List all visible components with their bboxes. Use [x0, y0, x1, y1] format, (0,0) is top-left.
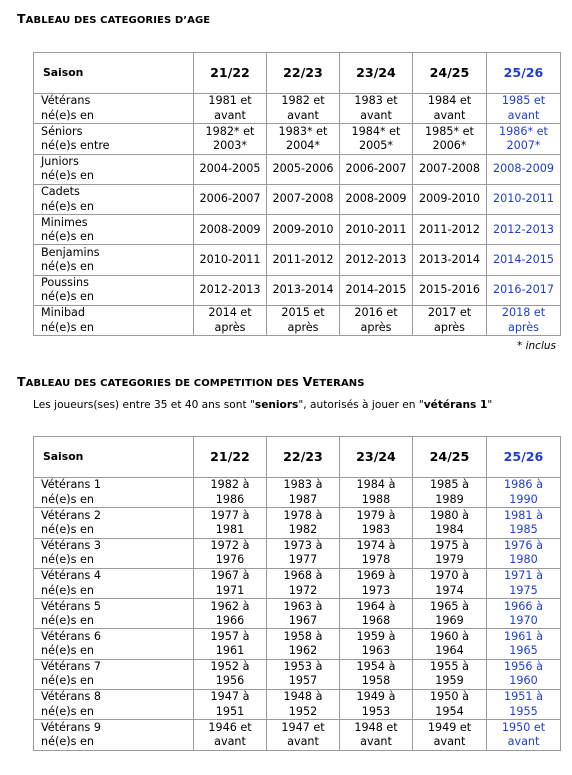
cell-season: 1953 à 1957: [267, 659, 340, 689]
cell-season: 1948 et avant: [340, 720, 413, 750]
cell-season: 2007-2008: [413, 154, 487, 184]
row-category-label: Vétérans 1 né(e)s en: [34, 478, 194, 508]
row-category-label: Juniors né(e)s en: [34, 154, 194, 184]
cell-season: 1983 et avant: [340, 94, 413, 124]
cell-season: 1969 à 1973: [340, 568, 413, 598]
cell-season: 2004-2005: [194, 154, 267, 184]
cell-current-season: 1966 à 1970: [487, 599, 561, 629]
cell-current-season: 1951 à 1955: [487, 690, 561, 720]
cell-season: 1984 et avant: [413, 94, 487, 124]
cell-season: 1982 et avant: [267, 94, 340, 124]
cell-season: 1964 à 1968: [340, 599, 413, 629]
row-category-label: Poussins né(e)s en: [34, 275, 194, 305]
intro-bold-seniors: seniors: [254, 399, 299, 411]
cell-current-season: 1950 et avant: [487, 720, 561, 750]
cell-season: 2006-2007: [340, 154, 413, 184]
header-saison: Saison: [34, 53, 194, 94]
row-category-label: Minibad né(e)s en: [34, 306, 194, 336]
cell-season: 1948 à 1952: [267, 690, 340, 720]
cell-season: 2005-2006: [267, 154, 340, 184]
cell-season: 1952 à 1956: [194, 659, 267, 689]
cell-current-season: 1976 à 1980: [487, 538, 561, 568]
row-category-label: Vétérans 6 né(e)s en: [34, 629, 194, 659]
age-title-initial: T: [17, 11, 26, 26]
cell-season: 1949 et avant: [413, 720, 487, 750]
cell-season: 2014 et après: [194, 306, 267, 336]
cell-season: 2009-2010: [413, 184, 487, 214]
cell-season: 2006-2007: [194, 184, 267, 214]
table-row: [34, 306, 561, 336]
veterans-table-header-row: [34, 437, 561, 478]
intro-bold-veterans: vétérans 1: [423, 399, 488, 411]
table-row: [34, 215, 561, 245]
table-row: [34, 154, 561, 184]
header-season: 24/25: [413, 53, 487, 94]
cell-season: 1981 et avant: [194, 94, 267, 124]
row-category-label: Vétérans 4 né(e)s en: [34, 568, 194, 598]
row-category-label: Minimes né(e)s en: [34, 215, 194, 245]
veterans-table-title: [17, 374, 365, 389]
cell-current-season: 1986 à 1990: [487, 478, 561, 508]
table-row: [34, 568, 561, 598]
row-category-label: Benjamins né(e)s en: [34, 245, 194, 275]
cell-season: 1950 à 1954: [413, 690, 487, 720]
cell-season: 1984* et 2005*: [340, 124, 413, 154]
veterans-title-rest-2: ETERANS: [312, 378, 365, 389]
header-season: 21/22: [194, 437, 267, 478]
cell-season: 1980 à 1984: [413, 508, 487, 538]
header-season: 23/24: [340, 437, 413, 478]
veterans-title-initial-2: V: [302, 374, 313, 389]
table-row: [34, 508, 561, 538]
row-category-label: Vétérans 5 né(e)s en: [34, 599, 194, 629]
cell-season: 2011-2012: [413, 215, 487, 245]
table-row: [34, 94, 561, 124]
cell-season: 1982 à 1986: [194, 478, 267, 508]
cell-current-season: 2014-2015: [487, 245, 561, 275]
cell-current-season: 2012-2013: [487, 215, 561, 245]
veterans-categories-table: [33, 436, 561, 751]
cell-season: 1983 à 1987: [267, 478, 340, 508]
cell-season: 1947 et avant: [267, 720, 340, 750]
age-table-header-row: [34, 53, 561, 94]
intro-text: ", autorisés à jouer en ": [298, 399, 424, 411]
cell-season: 1979 à 1983: [340, 508, 413, 538]
table-row: [34, 659, 561, 689]
row-category-label: Vétérans 2 né(e)s en: [34, 508, 194, 538]
age-title-rest: ABLEAU DES CATEGORIES D’AGE: [25, 15, 211, 26]
table-row: [34, 720, 561, 750]
table-row: [34, 629, 561, 659]
table-row: [34, 184, 561, 214]
cell-season: 1959 à 1963: [340, 629, 413, 659]
cell-current-season: 1986* et 2007*: [487, 124, 561, 154]
cell-season: 2016 et après: [340, 306, 413, 336]
table-row: [34, 690, 561, 720]
header-season: 23/24: [340, 53, 413, 94]
row-category-label: Vétérans 8 né(e)s en: [34, 690, 194, 720]
veterans-intro: [33, 399, 492, 411]
row-category-label: Vétérans 7 né(e)s en: [34, 659, 194, 689]
header-season: 22/23: [267, 437, 340, 478]
table-row: [34, 478, 561, 508]
cell-current-season: 1961 à 1965: [487, 629, 561, 659]
age-categories-table: [33, 52, 561, 336]
cell-current-season: 1985 et avant: [487, 94, 561, 124]
footnote-inclus: * inclus: [517, 340, 556, 352]
cell-season: 1958 à 1962: [267, 629, 340, 659]
cell-season: 2013-2014: [267, 275, 340, 305]
cell-season: 1968 à 1972: [267, 568, 340, 598]
cell-season: 2015 et après: [267, 306, 340, 336]
cell-season: 2008-2009: [340, 184, 413, 214]
table-row: [34, 599, 561, 629]
table-row: [34, 245, 561, 275]
cell-season: 1967 à 1971: [194, 568, 267, 598]
cell-season: 2012-2013: [340, 245, 413, 275]
table-row: [34, 124, 561, 154]
cell-season: 1972 à 1976: [194, 538, 267, 568]
header-season-current: 25/26: [487, 437, 561, 478]
cell-season: 1985 à 1989: [413, 478, 487, 508]
cell-season: 1985* et 2006*: [413, 124, 487, 154]
cell-season: 2007-2008: [267, 184, 340, 214]
intro-text: Les joueurs(ses) entre 35 et 40 ans sont ": [33, 399, 255, 411]
cell-current-season: 2008-2009: [487, 154, 561, 184]
table-row: [34, 538, 561, 568]
row-category-label: Vétérans 3 né(e)s en: [34, 538, 194, 568]
veterans-title-initial: T: [17, 374, 26, 389]
header-season: 22/23: [267, 53, 340, 94]
row-category-label: Vétérans 9 né(e)s en: [34, 720, 194, 750]
cell-season: 1947 à 1951: [194, 690, 267, 720]
header-season: 21/22: [194, 53, 267, 94]
cell-season: 2008-2009: [194, 215, 267, 245]
cell-season: 1982* et 2003*: [194, 124, 267, 154]
cell-season: 1962 à 1966: [194, 599, 267, 629]
cell-season: 1977 à 1981: [194, 508, 267, 538]
age-table-title: [17, 11, 210, 26]
cell-season: 1984 à 1988: [340, 478, 413, 508]
cell-season: 2009-2010: [267, 215, 340, 245]
cell-current-season: 2016-2017: [487, 275, 561, 305]
veterans-title-rest: ABLEAU DES CATEGORIES DE COMPETITION DES: [25, 378, 303, 389]
row-category-label: Cadets né(e)s en: [34, 184, 194, 214]
cell-season: 1973 à 1977: [267, 538, 340, 568]
intro-text: ": [487, 399, 493, 411]
cell-season: 2014-2015: [340, 275, 413, 305]
cell-current-season: 1956 à 1960: [487, 659, 561, 689]
cell-season: 2017 et après: [413, 306, 487, 336]
cell-season: 1954 à 1958: [340, 659, 413, 689]
cell-season: 1983* et 2004*: [267, 124, 340, 154]
cell-season: 1975 à 1979: [413, 538, 487, 568]
table-row: [34, 275, 561, 305]
header-season: 24/25: [413, 437, 487, 478]
cell-current-season: 2010-2011: [487, 184, 561, 214]
row-category-label: Vétérans né(e)s en: [34, 94, 194, 124]
cell-season: 1974 à 1978: [340, 538, 413, 568]
cell-season: 1949 à 1953: [340, 690, 413, 720]
row-category-label: Séniors né(e)s entre: [34, 124, 194, 154]
cell-season: 2010-2011: [194, 245, 267, 275]
cell-season: 2015-2016: [413, 275, 487, 305]
cell-season: 1960 à 1964: [413, 629, 487, 659]
cell-season: 2013-2014: [413, 245, 487, 275]
cell-current-season: 2018 et après: [487, 306, 561, 336]
cell-season: 2010-2011: [340, 215, 413, 245]
cell-current-season: 1971 à 1975: [487, 568, 561, 598]
cell-season: 1965 à 1969: [413, 599, 487, 629]
header-season-current: 25/26: [487, 53, 561, 94]
cell-season: 1957 à 1961: [194, 629, 267, 659]
cell-season: 1963 à 1967: [267, 599, 340, 629]
cell-season: 1978 à 1982: [267, 508, 340, 538]
cell-season: 2012-2013: [194, 275, 267, 305]
cell-season: 2011-2012: [267, 245, 340, 275]
cell-season: 1955 à 1959: [413, 659, 487, 689]
cell-season: 1946 et avant: [194, 720, 267, 750]
cell-season: 1970 à 1974: [413, 568, 487, 598]
header-saison: Saison: [34, 437, 194, 478]
cell-current-season: 1981 à 1985: [487, 508, 561, 538]
